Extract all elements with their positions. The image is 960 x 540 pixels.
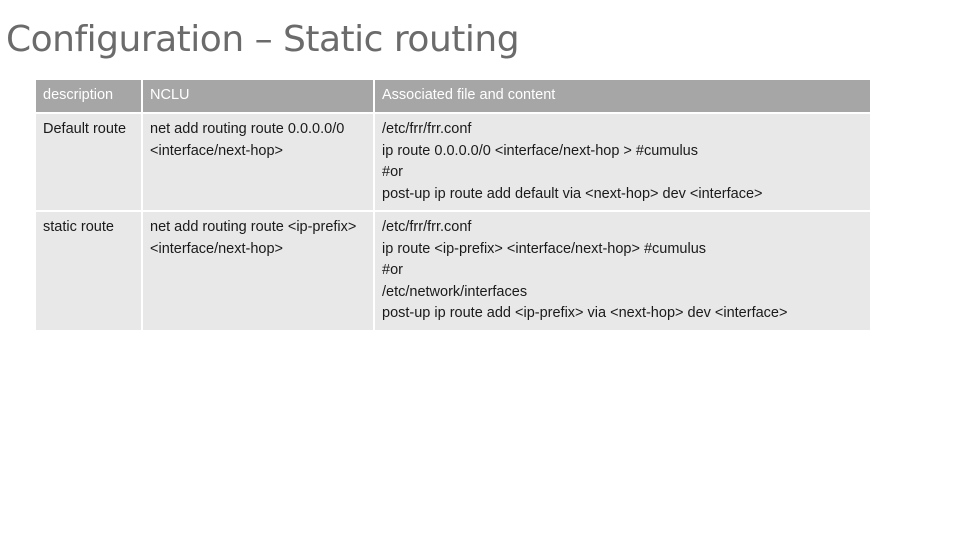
content-line: #or xyxy=(382,262,403,278)
table-row xyxy=(35,211,871,331)
description-text: static route xyxy=(43,219,114,235)
table-header-row xyxy=(35,79,871,113)
cell-description xyxy=(35,113,142,211)
cell-nclu-command xyxy=(142,211,374,331)
content-line: /etc/network/interfaces xyxy=(382,283,528,300)
static-routing-table xyxy=(34,78,872,332)
description-text: Default route xyxy=(43,121,127,137)
header-description: description xyxy=(35,79,142,113)
header-nclu: NCLU xyxy=(142,79,374,113)
content-line: #or xyxy=(382,164,403,180)
cell-file-content xyxy=(374,113,871,211)
content-line: post-up ip route add default via <next-hop> dev <interface> xyxy=(382,185,763,202)
slide-title: Configuration – Static routing xyxy=(6,19,520,60)
cell-nclu-command xyxy=(142,113,374,211)
nclu-command-text: net add routing route <ip-prefix> <interface/next-hop> xyxy=(150,219,357,257)
content-line: ip route <ip-prefix> <interface/next-hop> #cumulus xyxy=(382,240,707,257)
nclu-command-text: net add routing route 0.0.0.0/0 <interface/next-hop> xyxy=(150,121,345,159)
content-line: /etc/frr/frr.conf xyxy=(382,121,472,137)
cell-file-content xyxy=(374,211,871,331)
cell-description xyxy=(35,211,142,331)
header-associated-file: Associated file and content xyxy=(374,79,871,113)
content-line: /etc/frr/frr.conf xyxy=(382,219,472,235)
content-line: ip route 0.0.0.0/0 <interface/next-hop > #cumulus xyxy=(382,142,698,159)
content-line: post-up ip route add <ip-prefix> via <next-hop> dev <interface> xyxy=(382,305,788,321)
table-row xyxy=(35,113,871,211)
